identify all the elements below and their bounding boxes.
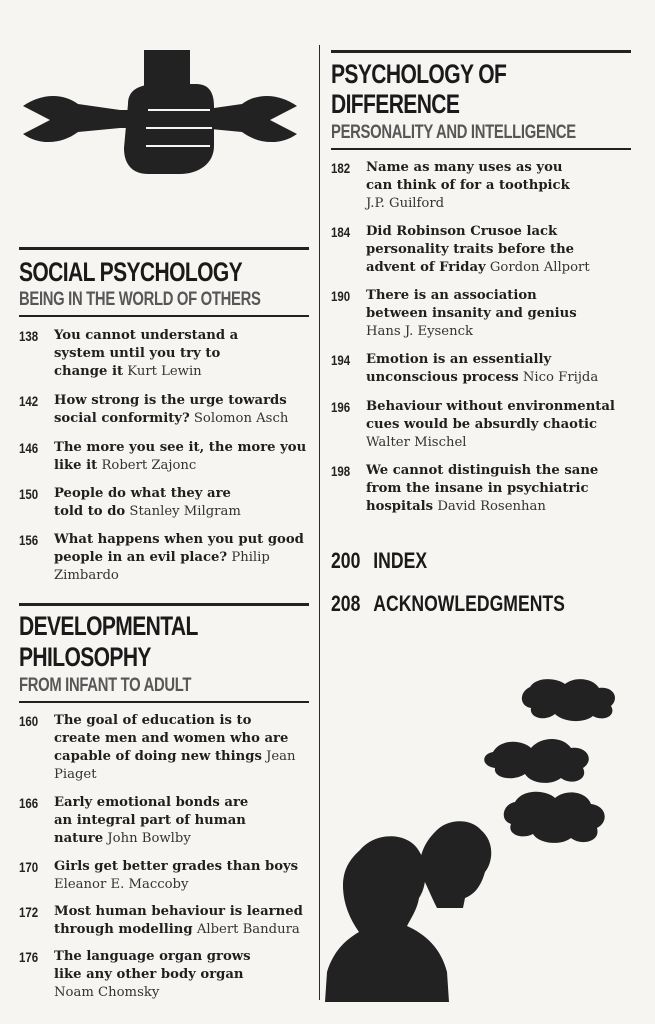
section-subtitle: FROM INFANT TO ADULT <box>19 675 192 696</box>
toc-entry[interactable] <box>19 392 309 428</box>
toc-entry[interactable] <box>331 462 631 516</box>
toc-entry[interactable] <box>19 794 309 848</box>
page-number: 146 <box>19 440 39 456</box>
entry-author: Jean Piaget <box>54 749 296 782</box>
entry-author: Eleanor E. Maccoby <box>54 877 189 892</box>
backmatter-line <box>331 548 427 574</box>
toc-entry[interactable] <box>19 858 309 894</box>
entry-author: Nico Frijda <box>522 370 599 385</box>
entry-title: The language organ grows like any other body organ <box>54 949 251 982</box>
entry-title: There is an association between insanity and genius <box>366 288 577 321</box>
section-rule <box>19 247 309 250</box>
entry-author: John Bowlby <box>107 831 191 846</box>
entry-title: Girls get better grades than boys <box>54 859 299 874</box>
entry-title: Emotion is an essentially unconscious process <box>366 352 552 385</box>
entry-title: The more you see it, the more you like it <box>54 440 307 473</box>
entry-title: Early emotional bonds are an integral part of human nature <box>54 795 249 846</box>
entry-author: Robert Zajonc <box>101 458 197 473</box>
entry-title: We cannot distinguish the sane from the insane in psychiatric hospitals <box>366 463 599 514</box>
entry-author: Kurt Lewin <box>127 364 202 379</box>
page-number: 166 <box>19 795 39 811</box>
entry-author: Walter Mischel <box>366 435 467 450</box>
entry-title: Behaviour without environmental cues would be absurdly chaotic <box>366 399 615 432</box>
toc-entry[interactable] <box>19 712 309 784</box>
toc-entry[interactable] <box>19 531 309 585</box>
entry-author: Solomon Asch <box>193 411 289 426</box>
section-title: DEVELOPMENTAL <box>19 611 198 641</box>
toc-entry[interactable] <box>331 223 631 277</box>
page-number: 172 <box>19 904 39 920</box>
section-rule <box>19 603 309 606</box>
entry-author: J.P. Guilford <box>366 196 445 211</box>
page-number: 196 <box>331 399 351 415</box>
toc-entry[interactable] <box>331 398 631 452</box>
toc-entry[interactable] <box>331 287 631 341</box>
section-subtitle: BEING IN THE WORLD OF OTHERS <box>19 289 261 310</box>
toc-entry[interactable] <box>19 903 309 939</box>
page-number: 200 <box>331 548 361 573</box>
entry-author: Philip Zimbardo <box>54 550 270 583</box>
toc-entry[interactable] <box>19 485 309 521</box>
section-title: SOCIAL PSYCHOLOGY <box>19 257 243 287</box>
hand-holding-wrench-icon <box>20 48 300 178</box>
section-subtitle: PERSONALITY AND INTELLIGENCE <box>331 122 576 143</box>
entry-author: Stanley Milgram <box>129 504 241 519</box>
section-rule <box>331 148 631 150</box>
page-number: 138 <box>19 328 39 344</box>
entry-title: Name as many uses as you can think of for a toothpick <box>366 160 570 193</box>
toc-entry[interactable] <box>331 159 631 213</box>
entry-title: Did Robinson Crusoe lack personality traits before the advent of Friday <box>366 224 575 275</box>
section-rule <box>19 315 309 317</box>
entry-title: How strong is the urge towards social conformity? <box>54 393 287 426</box>
toc-entry[interactable] <box>19 439 309 475</box>
entry-title: People do what they are told to do <box>54 486 231 519</box>
section-psychology-of-difference <box>331 50 631 150</box>
entry-title: You cannot understand a system until you try to change it <box>54 328 239 379</box>
backmatter-label: INDEX <box>373 548 428 573</box>
entry-author: David Rosenhan <box>437 499 546 514</box>
page-number: 142 <box>19 393 39 409</box>
entry-author: Hans J. Eysenck <box>366 324 473 339</box>
entry-title: Most human behaviour is learned through modelling <box>54 904 303 937</box>
backmatter-line <box>331 591 565 617</box>
page-number: 182 <box>331 160 351 176</box>
toc-entry-index[interactable] <box>331 548 631 574</box>
toc-entry[interactable] <box>19 327 309 381</box>
section-rule <box>19 701 309 703</box>
page-number: 190 <box>331 288 351 304</box>
toc-entry[interactable] <box>19 948 309 1002</box>
column-divider <box>319 45 320 1000</box>
entry-author: Noam Chomsky <box>54 985 160 1000</box>
entry-author: Gordon Allport <box>489 260 590 275</box>
section-title: PSYCHOLOGY OF <box>331 59 507 89</box>
section-developmental-philosophy <box>19 603 309 703</box>
entry-title: What happens when you put good people in an evil place? <box>54 532 304 565</box>
section-social-psychology <box>19 247 309 317</box>
page-number: 208 <box>331 591 361 616</box>
heads-with-thought-clouds-icon <box>325 672 635 1002</box>
page-number: 198 <box>331 463 351 479</box>
page-number: 194 <box>331 352 351 368</box>
section-title: PHILOSOPHY <box>19 642 151 672</box>
page-number: 150 <box>19 486 39 502</box>
toc-entry-acknowledgments[interactable] <box>331 591 631 617</box>
section-title: DIFFERENCE <box>331 89 460 119</box>
entry-author: Albert Bandura <box>196 922 300 937</box>
entry-title: The goal of education is to create men and women who are capable of doing new things <box>54 713 289 764</box>
toc-entry[interactable] <box>331 351 631 387</box>
page-number: 176 <box>19 949 39 965</box>
page-number: 156 <box>19 532 39 548</box>
backmatter-label: ACKNOWLEDGMENTS <box>373 591 565 616</box>
page-number: 160 <box>19 713 39 729</box>
page-number: 184 <box>331 224 351 240</box>
page-number: 170 <box>19 859 39 875</box>
section-rule <box>331 50 631 53</box>
